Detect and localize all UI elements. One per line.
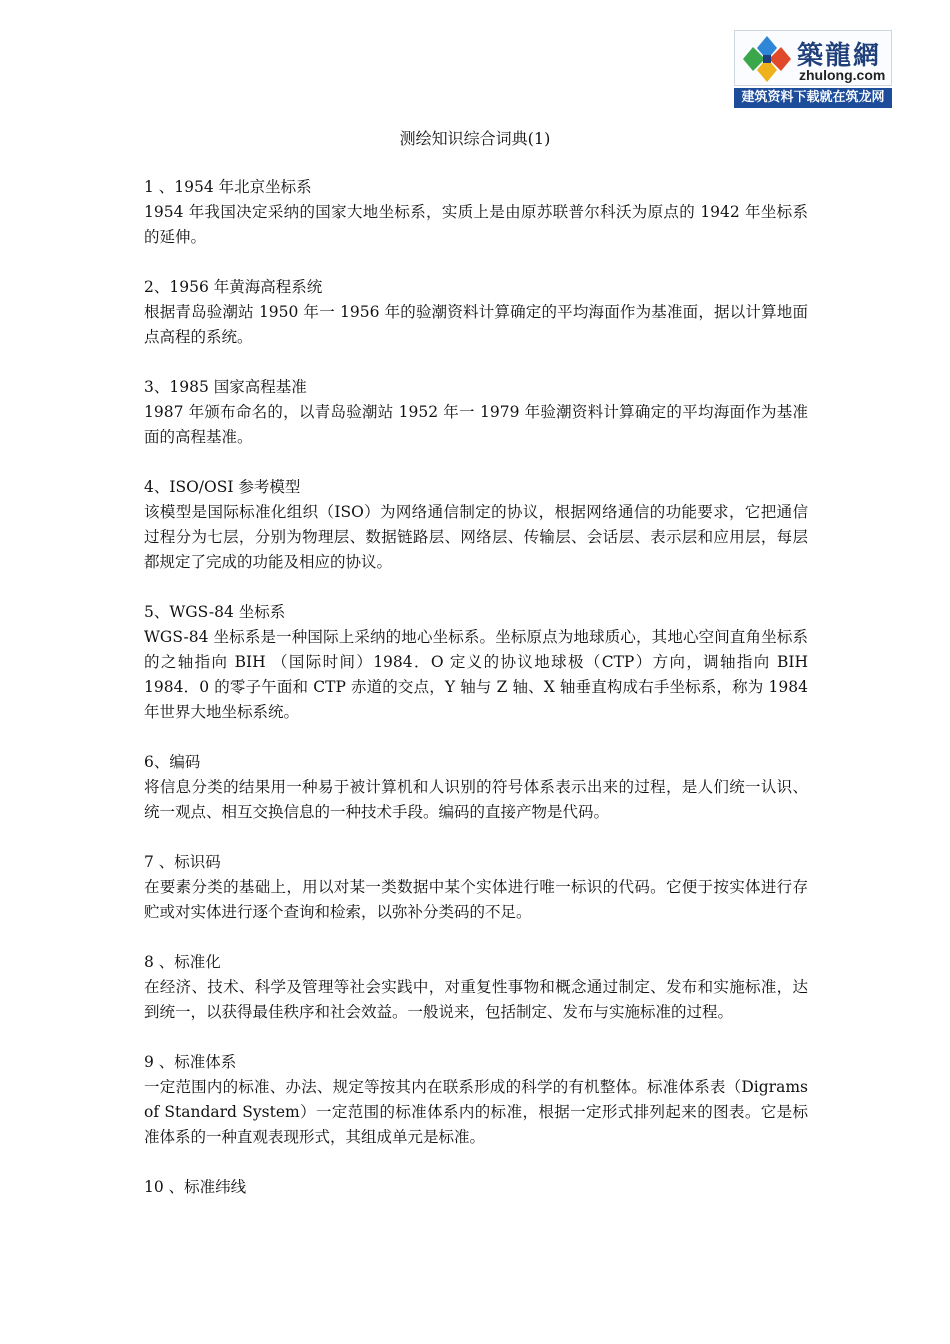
entry-heading: 3、1985 国家高程基准 [144,378,307,396]
document-title: 测绘知识综合词典(1) [399,129,551,148]
entry-body: 根据青岛验潮站 1950 年一 1956 年的验潮资料计算确定的平均海面作为基准面，据以计算地面点高程的系统。 [144,303,808,346]
entry-body: WGS-84 坐标系是一种国际上采纳的地心坐标系。坐标原点为地球质心，其地心空间直角坐标系的之轴指向 BIH （国际时间）1984．O 定义的协议地球极（CTP）方向，调轴指向 BIH 1984．0 的零子午面和 CTP 赤道的交点，Y 轴与 Z 轴、X 轴垂直构成右手坐标系，称为 1984 年世界大地坐标系统。 [144,628,808,721]
entry-body: 一定范围内的标准、办法、规定等按其内在联系形成的科学的有机整体。标准体系表（Digrams of Standard System）一定范围的标准体系内的标准，根据一定形式排列起来的图表。它是标准体系的一种直观表现形式，其组成单元是标准。 [144,1078,808,1146]
logo-domain: zhulong.com [799,67,886,83]
entry-heading: 1 、1954 年北京坐标系 [144,178,312,196]
entry-heading: 2、1956 年黄海高程系统 [144,278,323,296]
entry-8 [144,950,808,1025]
entry-heading: 4、ISO/OSI 参考模型 [144,478,301,496]
entry-heading: 10 、标准纬线 [144,1178,247,1196]
logo-tagline: 建筑资料下载就在筑龙网 [734,88,892,108]
entry-body: 在要素分类的基础上，用以对某一类数据中某个实体进行唯一标识的代码。它便于按实体进行存贮或对实体进行逐个查询和检索，以弥补分类码的不足。 [144,878,808,921]
entry-body: 将信息分类的结果用一种易于被计算机和人识别的符号体系表示出来的过程，是人们统一认识、统一观点、相互交换信息的一种技术手段。编码的直接产物是代码。 [144,778,808,821]
entry-9 [144,1050,808,1150]
entry-heading: 7 、标识码 [144,853,221,871]
entry-10 [144,1175,808,1200]
entry-body: 1987 年颁布命名的，以青岛验潮站 1952 年一 1979 年验潮资料计算确定的平均海面作为基准面的高程基准。 [144,403,808,446]
entry-body: 在经济、技术、科学及管理等社会实践中，对重复性事物和概念通过制定、发布和实施标准，达到统一，以获得最佳秩序和社会效益。一般说来，包括制定、发布与实施标准的过程。 [144,978,808,1021]
entry-2 [144,275,808,350]
entry-heading: 6、编码 [144,753,201,771]
entry-heading: 9 、标准体系 [144,1053,237,1071]
zhulong-logo [734,30,892,108]
entry-4 [144,475,808,575]
entry-body: 1954 年我国决定采纳的国家大地坐标系，实质上是由原苏联普尔科沃为原点的 1942 年坐标系的延伸。 [144,203,808,246]
entry-7 [144,850,808,925]
entry-heading: 8 、标准化 [144,953,221,971]
entry-5 [144,600,808,725]
logo-box [734,30,892,86]
entry-body: 该模型是国际标准化组织（ISO）为网络通信制定的协议，根据网络通信的功能要求，它把通信过程分为七层，分别为物理层、数据链路层、网络层、传输层、会话层、表示层和应用层，每层都规定了完成的功能及相应的协议。 [144,503,808,571]
entry-3 [144,375,808,450]
logo-diamond-icon [739,34,795,84]
entry-6 [144,750,808,825]
entry-heading: 5、WGS-84 坐标系 [144,603,286,621]
logo-brand-name: 築龍網 [797,41,882,71]
document-body [144,175,808,1225]
entry-1 [144,175,808,250]
